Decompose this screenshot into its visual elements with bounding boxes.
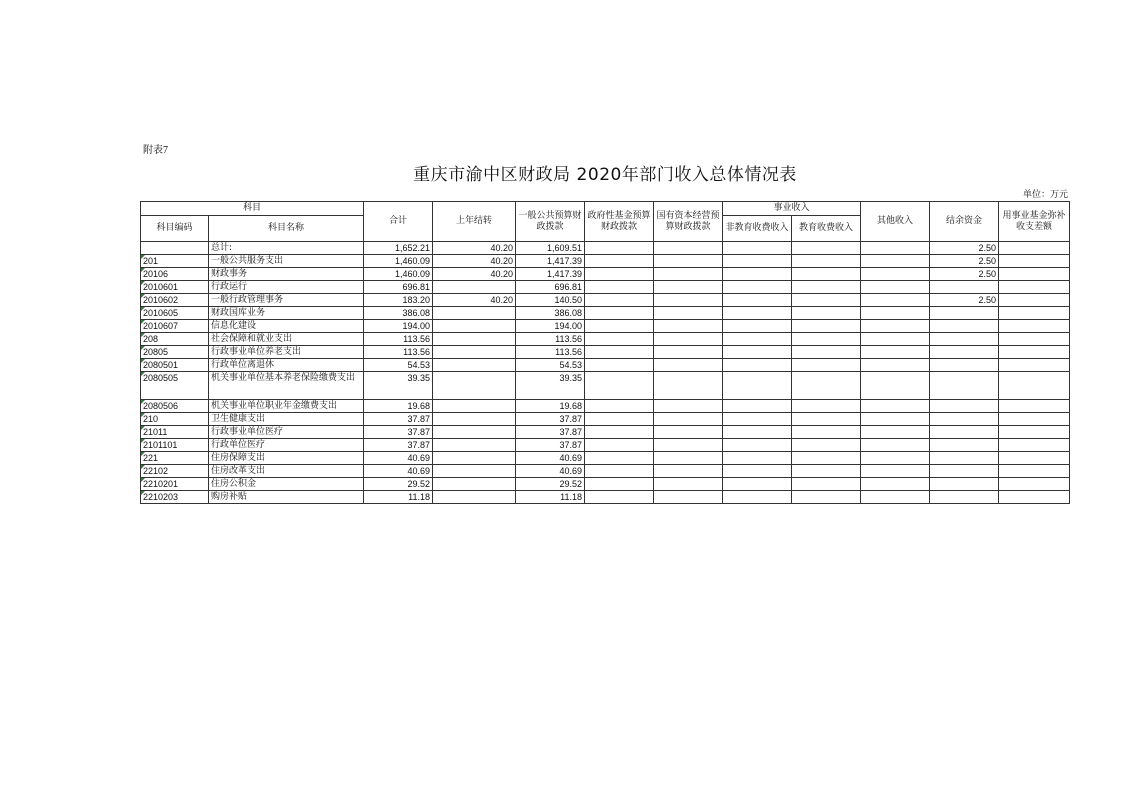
general-budget-cell: 40.69 (516, 452, 585, 465)
general-budget-cell: 194.00 (516, 320, 585, 333)
edu-fee-cell (792, 281, 861, 294)
edu-fee-cell (792, 320, 861, 333)
other-income-cell (861, 465, 930, 478)
subject-name-cell: 购房补贴 (209, 491, 364, 504)
other-income-cell (861, 268, 930, 281)
subject-code-cell: 22102 (141, 465, 209, 478)
total-cell: 1,652.21 (364, 242, 433, 255)
edu-fee-cell (792, 491, 861, 504)
general-budget-cell: 19.68 (516, 400, 585, 413)
surplus-cell (930, 372, 999, 400)
header-gov-fund: 政府性基金预算财政拨款 (585, 202, 654, 242)
state-capital-cell (654, 346, 723, 359)
edu-fee-cell (792, 413, 861, 426)
header-carryover: 上年结转 (433, 202, 516, 242)
subject-code-cell: 2210201 (141, 478, 209, 491)
total-cell: 696.81 (364, 281, 433, 294)
state-capital-cell (654, 452, 723, 465)
total-cell: 1,460.09 (364, 268, 433, 281)
gov-fund-cell (585, 439, 654, 452)
subject-code-cell: 2010605 (141, 307, 209, 320)
gov-fund-cell (585, 359, 654, 372)
state-capital-cell (654, 242, 723, 255)
gov-fund-cell (585, 413, 654, 426)
surplus-cell (930, 281, 999, 294)
subject-name-cell: 社会保障和就业支出 (209, 333, 364, 346)
subject-name-cell: 卫生健康支出 (209, 413, 364, 426)
table-row (141, 307, 1070, 320)
carryover-cell (433, 478, 516, 491)
non-edu-fee-cell (723, 320, 792, 333)
fund-cover-cell (999, 255, 1070, 268)
other-income-cell (861, 359, 930, 372)
subject-name-cell: 行政单位离退休 (209, 359, 364, 372)
gov-fund-cell (585, 452, 654, 465)
edu-fee-cell (792, 478, 861, 491)
surplus-cell (930, 439, 999, 452)
surplus-cell (930, 320, 999, 333)
income-table (140, 201, 1070, 504)
carryover-cell (433, 439, 516, 452)
table-row (141, 359, 1070, 372)
state-capital-cell (654, 294, 723, 307)
subject-name-cell: 住房公积金 (209, 478, 364, 491)
general-budget-cell: 113.56 (516, 333, 585, 346)
state-capital-cell (654, 268, 723, 281)
table-row (141, 346, 1070, 359)
total-cell: 194.00 (364, 320, 433, 333)
subject-code-cell: 2010602 (141, 294, 209, 307)
non-edu-fee-cell (723, 400, 792, 413)
state-capital-cell (654, 307, 723, 320)
header-non-edu-fee: 非教育收费收入 (723, 216, 792, 242)
subject-code-cell: 2080501 (141, 359, 209, 372)
non-edu-fee-cell (723, 491, 792, 504)
non-edu-fee-cell (723, 478, 792, 491)
total-cell: 29.52 (364, 478, 433, 491)
general-budget-cell: 54.53 (516, 359, 585, 372)
other-income-cell (861, 320, 930, 333)
total-cell: 1,460.09 (364, 255, 433, 268)
state-capital-cell (654, 439, 723, 452)
non-edu-fee-cell (723, 333, 792, 346)
state-capital-cell (654, 413, 723, 426)
table-row (141, 465, 1070, 478)
subject-name-cell: 机关事业单位职业年金缴费支出 (209, 400, 364, 413)
subject-code-cell: 208 (141, 333, 209, 346)
other-income-cell (861, 242, 930, 255)
fund-cover-cell (999, 491, 1070, 504)
table-row (141, 268, 1070, 281)
gov-fund-cell (585, 346, 654, 359)
surplus-cell: 2.50 (930, 242, 999, 255)
subject-name-cell: 机关事业单位基本养老保险缴费支出 (209, 372, 364, 400)
other-income-cell (861, 346, 930, 359)
total-cell: 113.56 (364, 333, 433, 346)
table-row (141, 372, 1070, 400)
surplus-cell (930, 478, 999, 491)
other-income-cell (861, 491, 930, 504)
other-income-cell (861, 372, 930, 400)
state-capital-cell (654, 478, 723, 491)
table-row (141, 400, 1070, 413)
table-row (141, 242, 1070, 255)
fund-cover-cell (999, 268, 1070, 281)
subject-code-cell: 2080505 (141, 372, 209, 400)
carryover-cell: 40.20 (433, 268, 516, 281)
total-cell: 39.35 (364, 372, 433, 400)
total-cell: 54.53 (364, 359, 433, 372)
edu-fee-cell (792, 372, 861, 400)
edu-fee-cell (792, 400, 861, 413)
subject-name-cell: 行政单位医疗 (209, 439, 364, 452)
header-surplus: 结余资金 (930, 202, 999, 242)
non-edu-fee-cell (723, 294, 792, 307)
gov-fund-cell (585, 491, 654, 504)
fund-cover-cell (999, 400, 1070, 413)
subject-name-cell: 一般公共服务支出 (209, 255, 364, 268)
edu-fee-cell (792, 268, 861, 281)
subject-code-cell (141, 242, 209, 255)
other-income-cell (861, 478, 930, 491)
fund-cover-cell (999, 413, 1070, 426)
non-edu-fee-cell (723, 268, 792, 281)
surplus-cell (930, 465, 999, 478)
subject-code-cell: 20106 (141, 268, 209, 281)
page-title: 重庆市渝中区财政局 2020年部门收入总体情况表 (413, 165, 797, 185)
gov-fund-cell (585, 333, 654, 346)
non-edu-fee-cell (723, 307, 792, 320)
total-cell: 11.18 (364, 491, 433, 504)
non-edu-fee-cell (723, 242, 792, 255)
edu-fee-cell (792, 359, 861, 372)
carryover-cell (433, 400, 516, 413)
non-edu-fee-cell (723, 426, 792, 439)
general-budget-cell: 113.56 (516, 346, 585, 359)
non-edu-fee-cell (723, 255, 792, 268)
general-budget-cell: 39.35 (516, 372, 585, 400)
gov-fund-cell (585, 242, 654, 255)
carryover-cell (433, 307, 516, 320)
general-budget-cell: 140.50 (516, 294, 585, 307)
other-income-cell (861, 426, 930, 439)
subject-name-cell: 信息化建设 (209, 320, 364, 333)
general-budget-cell: 386.08 (516, 307, 585, 320)
general-budget-cell: 1,417.39 (516, 255, 585, 268)
carryover-cell (433, 333, 516, 346)
gov-fund-cell (585, 255, 654, 268)
subject-code-cell: 21011 (141, 426, 209, 439)
header-subject: 科目 (141, 202, 364, 216)
state-capital-cell (654, 491, 723, 504)
gov-fund-cell (585, 268, 654, 281)
state-capital-cell (654, 400, 723, 413)
header-subject-name: 科目名称 (209, 216, 364, 242)
subject-code-cell: 201 (141, 255, 209, 268)
table-row (141, 439, 1070, 452)
carryover-cell (433, 452, 516, 465)
edu-fee-cell (792, 452, 861, 465)
table-row (141, 294, 1070, 307)
subject-code-cell: 2210203 (141, 491, 209, 504)
surplus-cell: 2.50 (930, 294, 999, 307)
carryover-cell: 40.20 (433, 255, 516, 268)
other-income-cell (861, 281, 930, 294)
subject-name-cell: 行政运行 (209, 281, 364, 294)
general-budget-cell: 37.87 (516, 413, 585, 426)
other-income-cell (861, 452, 930, 465)
header-edu-fee: 教育收费收入 (792, 216, 861, 242)
carryover-cell (433, 413, 516, 426)
header-subject-code: 科目编码 (141, 216, 209, 242)
surplus-cell: 2.50 (930, 255, 999, 268)
gov-fund-cell (585, 281, 654, 294)
edu-fee-cell (792, 294, 861, 307)
carryover-cell (433, 372, 516, 400)
non-edu-fee-cell (723, 372, 792, 400)
non-edu-fee-cell (723, 465, 792, 478)
state-capital-cell (654, 320, 723, 333)
fund-cover-cell (999, 242, 1070, 255)
general-budget-cell: 37.87 (516, 426, 585, 439)
state-capital-cell (654, 333, 723, 346)
surplus-cell (930, 413, 999, 426)
table-body (141, 242, 1070, 504)
gov-fund-cell (585, 465, 654, 478)
state-capital-cell (654, 465, 723, 478)
fund-cover-cell (999, 465, 1070, 478)
subject-name-cell: 总计: (209, 242, 364, 255)
state-capital-cell (654, 255, 723, 268)
subject-code-cell: 2080506 (141, 400, 209, 413)
table-row (141, 452, 1070, 465)
header-state-capital: 国有资本经营预算财政拨款 (654, 202, 723, 242)
surplus-cell (930, 333, 999, 346)
subject-code-cell: 2010601 (141, 281, 209, 294)
state-capital-cell (654, 359, 723, 372)
carryover-cell: 40.20 (433, 294, 516, 307)
general-budget-cell: 40.69 (516, 465, 585, 478)
table-row (141, 413, 1070, 426)
carryover-cell (433, 491, 516, 504)
gov-fund-cell (585, 426, 654, 439)
header-fund-cover: 用事业基金弥补收支差额 (999, 202, 1070, 242)
general-budget-cell: 1,609.51 (516, 242, 585, 255)
edu-fee-cell (792, 426, 861, 439)
carryover-cell (433, 320, 516, 333)
unit-label: 单位：万元 (1022, 190, 1068, 200)
subject-code-cell: 2101101 (141, 439, 209, 452)
other-income-cell (861, 255, 930, 268)
header-other-income: 其他收入 (861, 202, 930, 242)
edu-fee-cell (792, 346, 861, 359)
subject-code-cell: 20805 (141, 346, 209, 359)
carryover-cell (433, 465, 516, 478)
non-edu-fee-cell (723, 413, 792, 426)
subject-code-cell: 210 (141, 413, 209, 426)
table-row (141, 478, 1070, 491)
gov-fund-cell (585, 294, 654, 307)
surplus-cell (930, 452, 999, 465)
table-row (141, 491, 1070, 504)
total-cell: 37.87 (364, 439, 433, 452)
other-income-cell (861, 413, 930, 426)
subject-name-cell: 一般行政管理事务 (209, 294, 364, 307)
header-general-budget: 一般公共预算财政拨款 (516, 202, 585, 242)
subject-name-cell: 行政事业单位医疗 (209, 426, 364, 439)
fund-cover-cell (999, 426, 1070, 439)
carryover-cell: 40.20 (433, 242, 516, 255)
non-edu-fee-cell (723, 346, 792, 359)
total-cell: 386.08 (364, 307, 433, 320)
other-income-cell (861, 294, 930, 307)
general-budget-cell: 1,417.39 (516, 268, 585, 281)
other-income-cell (861, 400, 930, 413)
general-budget-cell: 37.87 (516, 439, 585, 452)
fund-cover-cell (999, 320, 1070, 333)
carryover-cell (433, 281, 516, 294)
total-cell: 40.69 (364, 452, 433, 465)
non-edu-fee-cell (723, 281, 792, 294)
other-income-cell (861, 333, 930, 346)
subject-name-cell: 住房改革支出 (209, 465, 364, 478)
state-capital-cell (654, 372, 723, 400)
other-income-cell (861, 439, 930, 452)
table-row (141, 281, 1070, 294)
fund-cover-cell (999, 372, 1070, 400)
gov-fund-cell (585, 400, 654, 413)
fund-cover-cell (999, 307, 1070, 320)
surplus-cell (930, 346, 999, 359)
subject-name-cell: 财政国库业务 (209, 307, 364, 320)
total-cell: 37.87 (364, 426, 433, 439)
fund-cover-cell (999, 346, 1070, 359)
general-budget-cell: 11.18 (516, 491, 585, 504)
total-cell: 183.20 (364, 294, 433, 307)
surplus-cell (930, 307, 999, 320)
fund-cover-cell (999, 359, 1070, 372)
table-row (141, 426, 1070, 439)
state-capital-cell (654, 281, 723, 294)
general-budget-cell: 29.52 (516, 478, 585, 491)
total-cell: 37.87 (364, 413, 433, 426)
subject-name-cell: 财政事务 (209, 268, 364, 281)
subject-name-cell: 住房保障支出 (209, 452, 364, 465)
table-row (141, 320, 1070, 333)
table-header (141, 202, 1070, 242)
fund-cover-cell (999, 333, 1070, 346)
fund-cover-cell (999, 294, 1070, 307)
header-business-income: 事业收入 (723, 202, 861, 216)
total-cell: 19.68 (364, 400, 433, 413)
edu-fee-cell (792, 255, 861, 268)
edu-fee-cell (792, 333, 861, 346)
gov-fund-cell (585, 320, 654, 333)
edu-fee-cell (792, 465, 861, 478)
total-cell: 40.69 (364, 465, 433, 478)
table-row (141, 255, 1070, 268)
fund-cover-cell (999, 478, 1070, 491)
general-budget-cell: 696.81 (516, 281, 585, 294)
total-cell: 113.56 (364, 346, 433, 359)
fund-cover-cell (999, 281, 1070, 294)
carryover-cell (433, 426, 516, 439)
gov-fund-cell (585, 307, 654, 320)
edu-fee-cell (792, 307, 861, 320)
subject-name-cell: 行政事业单位养老支出 (209, 346, 364, 359)
edu-fee-cell (792, 242, 861, 255)
other-income-cell (861, 307, 930, 320)
header-total: 合计 (364, 202, 433, 242)
non-edu-fee-cell (723, 359, 792, 372)
gov-fund-cell (585, 478, 654, 491)
carryover-cell (433, 346, 516, 359)
attachment-label: 附表7 (143, 145, 168, 156)
subject-code-cell: 221 (141, 452, 209, 465)
edu-fee-cell (792, 439, 861, 452)
surplus-cell (930, 426, 999, 439)
carryover-cell (433, 359, 516, 372)
fund-cover-cell (999, 439, 1070, 452)
non-edu-fee-cell (723, 452, 792, 465)
surplus-cell: 2.50 (930, 268, 999, 281)
non-edu-fee-cell (723, 439, 792, 452)
gov-fund-cell (585, 372, 654, 400)
subject-code-cell: 2010607 (141, 320, 209, 333)
state-capital-cell (654, 426, 723, 439)
table-row (141, 333, 1070, 346)
surplus-cell (930, 400, 999, 413)
fund-cover-cell (999, 452, 1070, 465)
surplus-cell (930, 491, 999, 504)
surplus-cell (930, 359, 999, 372)
